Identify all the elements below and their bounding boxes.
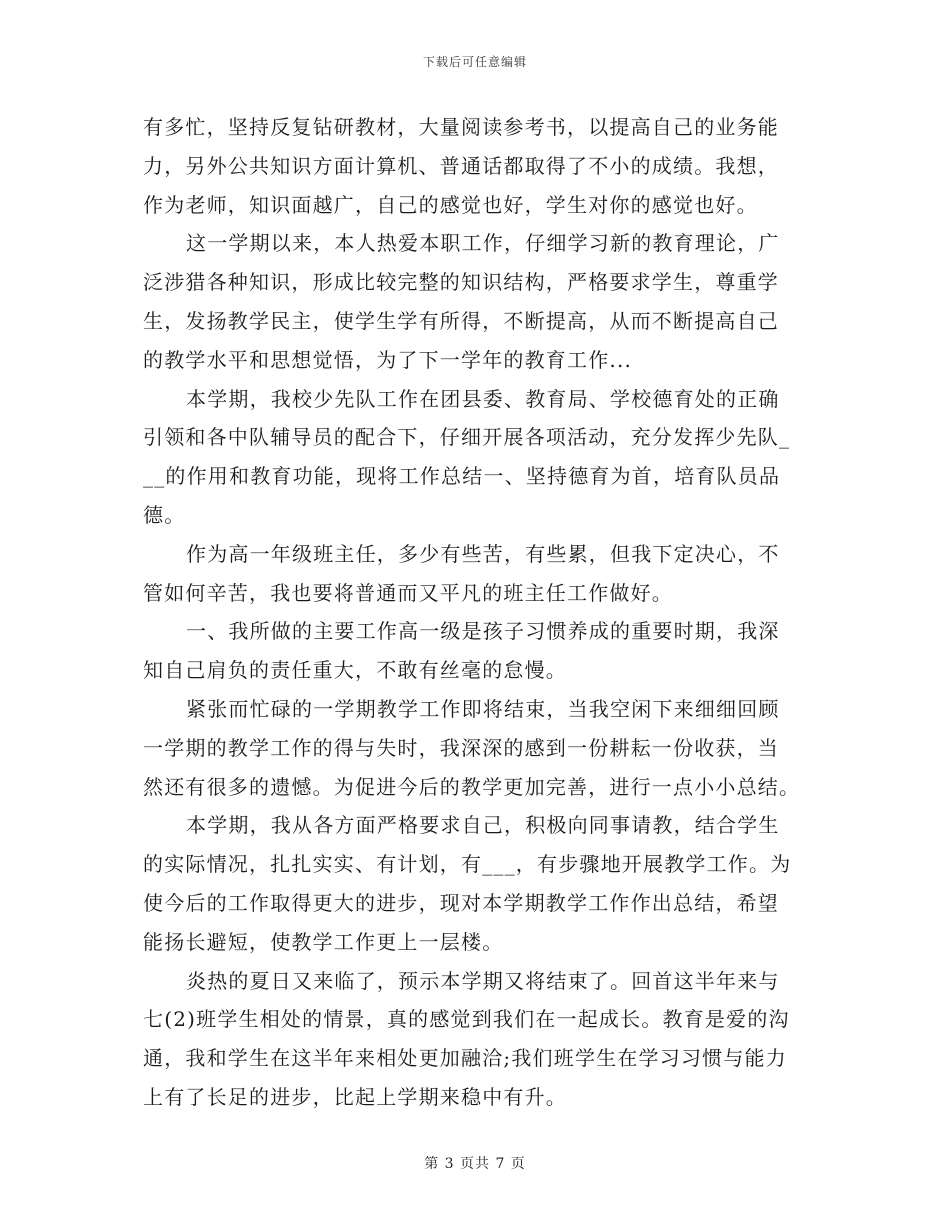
text-line: 引领和各中队辅导员的配合下，仔细开展各项活动，充分发挥少先队_ (143, 425, 791, 450)
text-line: 一、我所做的主要工作高一级是孩子习惯养成的重要时期，我深 (186, 619, 780, 644)
text-line: 本学期，我校少先队工作在团县委、教育局、学校德育处的正确 (186, 386, 780, 411)
text-line: 紧张而忙碌的一学期教学工作即将结束，当我空闲下来细细回顾 (186, 696, 780, 721)
paragraph (143, 962, 808, 1117)
paragraph (143, 108, 808, 224)
text-line: 作为老师，知识面越广，自己的感觉也好，学生对你的感觉也好。 (143, 192, 758, 217)
text-line: 泛涉猎各种知识，形成比较完整的知识结构，严格要求学生，尊重学 (143, 270, 779, 295)
page-header: 下载后可任意编辑 (422, 55, 527, 69)
text-line: 这一学期以来，本人热爱本职工作，仔细学习新的教育理论，广 (186, 231, 780, 256)
text-line: 本学期，我从各方面严格要求自己，积极向同事请教，结合学生 (186, 813, 780, 838)
text-line: 然还有很多的遗憾。为促进今后的教学更加完善，进行一点小小总结。 (143, 774, 801, 799)
text-line: 一学期的教学工作的得与失时，我深深的感到一份耕耘一份收获，当 (143, 735, 779, 760)
document-body (143, 108, 808, 1117)
paragraph (143, 224, 808, 379)
paragraph (143, 690, 808, 806)
page-number: 第 3 页共 7 页 (424, 1156, 526, 1172)
text-line: 的实际情况，扎扎实实、有计划，有___，有步骤地开展教学工作。为 (143, 852, 792, 877)
text-line: 知自己肩负的责任重大，不敢有丝毫的怠慢。 (143, 658, 567, 683)
text-line: 七(2)班学生相处的情景，真的感觉到我们在一起成长。教育是爱的沟 (143, 1007, 790, 1032)
text-line: 的教学水平和思想觉悟，为了下一学年的教育工作... (143, 347, 633, 372)
text-line: __的作用和教育功能，现将工作总结一、坚持德育为首，培育队员品 (143, 464, 781, 489)
paragraph (143, 806, 808, 961)
text-line: 作为高一年级班主任，多少有些苦，有些累，但我下定决心，不 (186, 541, 780, 566)
text-line: 使今后的工作取得更大的进步，现对本学期教学工作作出总结，希望 (143, 890, 779, 915)
paragraph (143, 380, 808, 535)
text-line: 有多忙，坚持反复钻研教材，大量阅读参考书，以提高自己的业务能 (143, 115, 779, 139)
text-line: 炎热的夏日又来临了，预示本学期又将结束了。回首这半年来与 (186, 968, 780, 993)
text-line: 上有了长足的进步，比起上学期来稳中有升。 (143, 1084, 567, 1109)
text-line: 管如何辛苦，我也要将普通而又平凡的班主任工作做好。 (143, 580, 673, 605)
paragraph (143, 535, 808, 613)
text-line: 生，发扬教学民主，使学生学有所得，不断提高，从而不断提高自己 (143, 308, 779, 333)
text-line: 能扬长避短，使教学工作更上一层楼。 (143, 929, 504, 954)
text-line: 德。 (143, 502, 186, 527)
paragraph (143, 612, 808, 690)
text-line: 通，我和学生在这半年来相处更加融洽;我们班学生在学习习惯与能力 (143, 1046, 787, 1071)
text-line: 力，另外公共知识方面计算机、普通话都取得了不小的成绩。我想， (143, 153, 779, 178)
